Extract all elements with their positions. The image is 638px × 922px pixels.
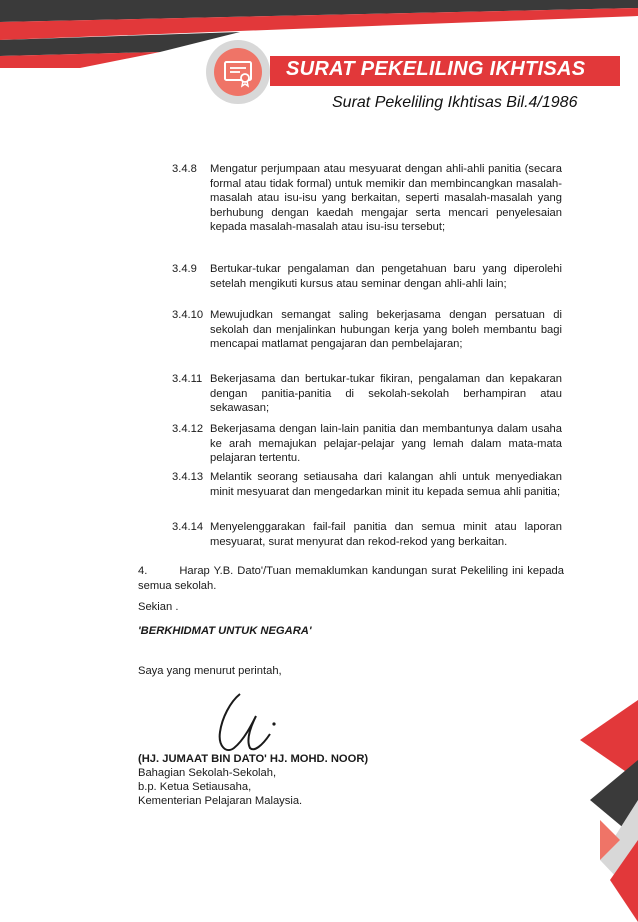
closing-text: Saya yang menurut perintah,: [138, 665, 282, 677]
item-number: 3.4.8: [172, 163, 197, 175]
signatory-line: b.p. Ketua Setiausaha,: [138, 781, 252, 793]
header-subtitle: Surat Pekeliling Ikhtisas Bil.4/1986: [332, 94, 578, 111]
item-text: Mewujudkan semangat saling bekerjasama dengan persatuan di sekolah dan menjalinkan hubungan kerja yang boleh membantu bagi mencapai matlamat pengajaran dan pembelajaran;: [210, 309, 562, 351]
signatory-line: Kementerian Pelajaran Malaysia.: [138, 795, 303, 807]
motto-text: 'BERKHIDMAT UNTUK NEGARA': [138, 625, 312, 637]
item-number: 3.4.14: [172, 521, 204, 533]
header-title: SURAT PEKELILING IKHTISAS: [286, 58, 586, 80]
item-number: 3.4.11: [172, 373, 203, 385]
sekian-text: Sekian .: [138, 601, 179, 613]
signatory-name: (HJ. JUMAAT BIN DATO' HJ. MOHD. NOOR): [138, 753, 369, 765]
item-number: 3.4.13: [172, 471, 204, 483]
item-number: 3.4.9: [172, 263, 197, 275]
item-text: Bekerjasama dengan lain-lain panitia dan membantunya dalam usaha ke arah memajukan pelajar-pelajar yang lemah dalam mata-mata pelajaran tertentu.: [210, 423, 562, 465]
item-text: Melantik seorang setiausaha dari kalangan ahli untuk menyediakan minit mesyuarat dan mengedarkan minit itu kepada semua ahli panitia;: [210, 471, 562, 498]
item-number: 3.4.10: [172, 309, 204, 321]
item-text: Bertukar-tukar pengalaman dan pengetahuan baru yang diperolehi setelah mengikuti kursus atau seminar dengan ahli-ahli lain;: [210, 263, 562, 290]
paragraph-4: 4. Harap Y.B. Dato'/Tuan memaklumkan kandungan surat Pekeliling ini kepada semua sekolah.: [138, 565, 568, 592]
item-text: Mengatur perjumpaan atau mesyuarat dengan ahli-ahli panitia (secara formal atau tidak formal) untuk memikir dan membincangkan masalah-masalah atau isu-isu yang berkaitan, seperti masalah-masalah yang berhubung dengan kaedah mengajar serta mencari penyelesaian kepada masalah-masalah atau isu-isu tersebut;: [210, 163, 562, 234]
item-text: Bekerjasama dan bertukar-tukar fikiran, pengalaman dan kepakaran dengan panitia-panitia di sekolah-sekolah berhampiran atau sekawasan;: [210, 373, 562, 415]
signatory-line: Bahagian Sekolah-Sekolah,: [138, 767, 277, 779]
item-text: Menyelenggarakan fail-fail panitia dan semua minit atau laporan mesyuarat, surat menyurat dan rekod-rekod yang berkaitan.: [210, 521, 562, 548]
item-number: 3.4.12: [172, 423, 204, 435]
signature: [200, 688, 280, 758]
